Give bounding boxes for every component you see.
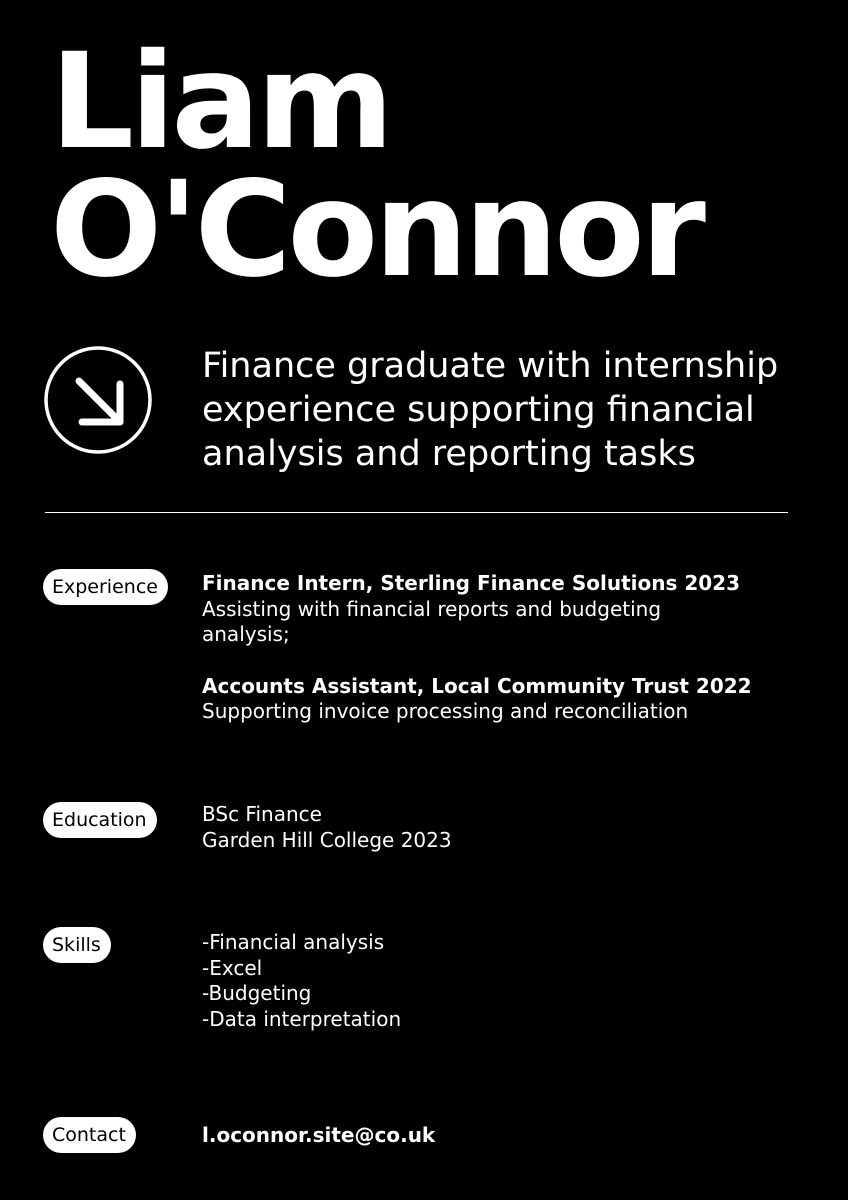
- degree: BSc Finance: [202, 802, 322, 826]
- experience-label: Experience: [43, 569, 168, 605]
- first-name: Liam: [50, 25, 390, 179]
- skill-item: -Financial analysis: [202, 930, 385, 954]
- job-title: Finance Intern, Sterling Finance Solutions 2023: [202, 571, 740, 595]
- candidate-name: [50, 25, 702, 307]
- section-divider: [45, 512, 788, 513]
- education-details: [202, 802, 762, 853]
- skills-list: [202, 930, 762, 1032]
- job-title: Accounts Assistant, Local Community Trust 2022: [202, 673, 752, 698]
- skill-item: -Data interpretation: [202, 1006, 402, 1031]
- job-description: Supporting invoice processing and reconciliation: [202, 699, 689, 723]
- arrow-down-right-icon: [44, 346, 152, 454]
- experience-list: [202, 571, 762, 725]
- contact-details: [202, 1123, 762, 1149]
- skill-item: -Excel: [202, 955, 263, 980]
- experience-item: [202, 571, 762, 648]
- education-label: Education: [43, 802, 157, 838]
- contact-email[interactable]: l.oconnor.site@co.uk: [202, 1123, 436, 1147]
- last-name: O'Connor: [50, 153, 702, 307]
- contact-label: Contact: [43, 1117, 136, 1153]
- job-description: Assisting with financial reports and budgeting analysis;: [202, 596, 662, 646]
- skill-item: -Budgeting: [202, 981, 312, 1005]
- profile-summary: Finance graduate with internship experience supporting financial analysis and reporting tasks: [202, 346, 779, 474]
- school: Garden Hill College 2023: [202, 827, 452, 852]
- experience-item: [202, 674, 762, 725]
- skills-label: Skills: [43, 927, 111, 963]
